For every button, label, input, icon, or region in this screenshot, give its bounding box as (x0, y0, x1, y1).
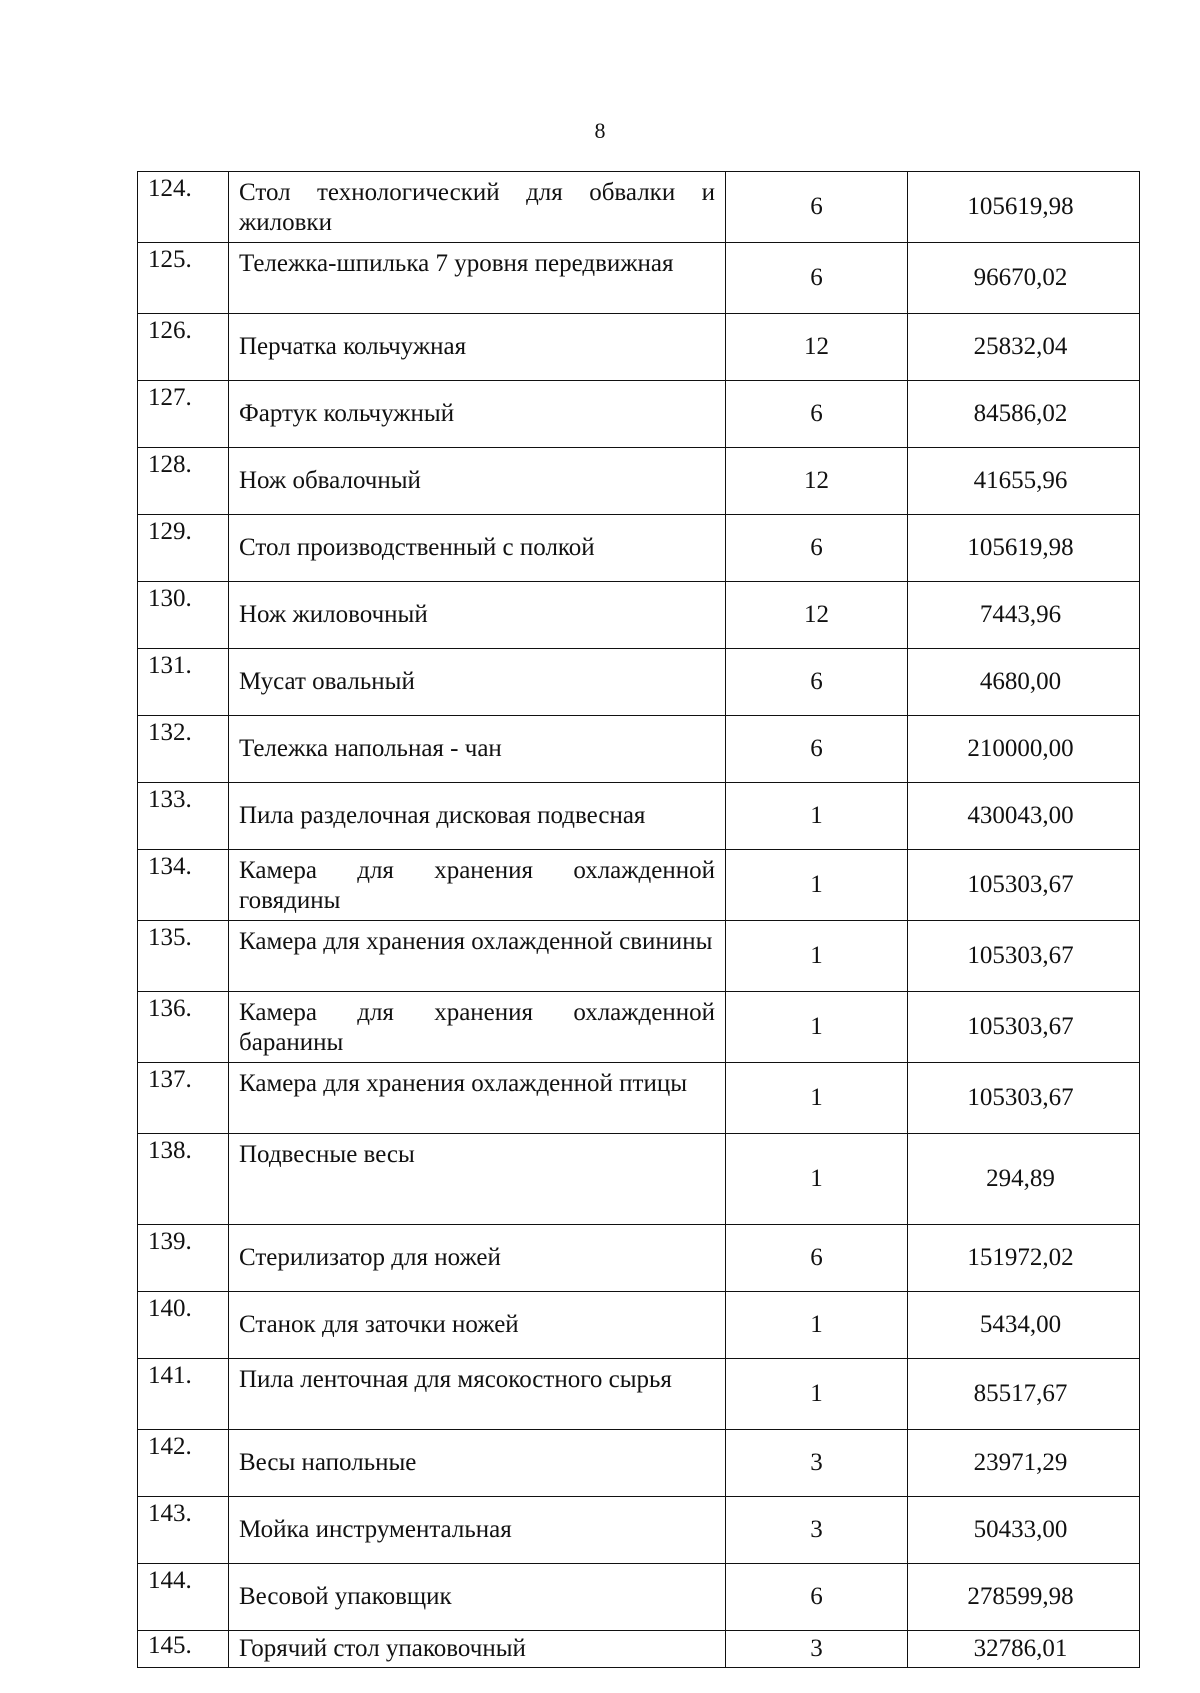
item-quantity: 12 (726, 448, 908, 515)
item-sum: 105303,67 (908, 921, 1140, 992)
row-number: 139. (138, 1225, 229, 1292)
item-name: Камера для хранения охлажденной говядины (229, 850, 726, 921)
table-row (138, 381, 1140, 448)
item-quantity: 1 (726, 1292, 908, 1359)
item-quantity: 6 (726, 716, 908, 783)
item-sum: 430043,00 (908, 783, 1140, 850)
table-row (138, 1225, 1140, 1292)
item-quantity: 1 (726, 1134, 908, 1225)
table-row (138, 921, 1140, 992)
item-quantity: 1 (726, 783, 908, 850)
item-quantity: 6 (726, 1564, 908, 1631)
row-number: 133. (138, 783, 229, 850)
item-sum: 294,89 (908, 1134, 1140, 1225)
item-quantity: 1 (726, 992, 908, 1063)
item-quantity: 6 (726, 172, 908, 243)
item-sum: 85517,67 (908, 1359, 1140, 1430)
item-sum: 4680,00 (908, 649, 1140, 716)
row-number: 137. (138, 1063, 229, 1134)
item-quantity: 6 (726, 381, 908, 448)
table-row (138, 1134, 1140, 1225)
table-row (138, 448, 1140, 515)
table-row (138, 172, 1140, 243)
row-number: 141. (138, 1359, 229, 1430)
item-name: Камера для хранения охлажденной свинины (229, 921, 726, 992)
item-sum: 23971,29 (908, 1430, 1140, 1497)
row-number: 124. (138, 172, 229, 243)
row-number: 134. (138, 850, 229, 921)
item-sum: 50433,00 (908, 1497, 1140, 1564)
item-sum: 105619,98 (908, 515, 1140, 582)
item-quantity: 1 (726, 1063, 908, 1134)
item-quantity: 3 (726, 1631, 908, 1668)
item-name: Весовой упаковщик (229, 1564, 726, 1631)
table-row (138, 783, 1140, 850)
row-number: 127. (138, 381, 229, 448)
item-sum: 210000,00 (908, 716, 1140, 783)
item-name: Тележка-шпилька 7 уровня передвижная (229, 243, 726, 314)
table-row (138, 992, 1140, 1063)
item-name: Мойка инструментальная (229, 1497, 726, 1564)
equipment-table (137, 171, 1140, 1668)
row-number: 129. (138, 515, 229, 582)
item-name: Стол технологический для обвалки и жиловки (229, 172, 726, 243)
item-name: Фартук кольчужный (229, 381, 726, 448)
table-row (138, 1564, 1140, 1631)
item-quantity: 6 (726, 649, 908, 716)
item-sum: 105303,67 (908, 992, 1140, 1063)
row-number: 131. (138, 649, 229, 716)
item-name: Стерилизатор для ножей (229, 1225, 726, 1292)
item-sum: 5434,00 (908, 1292, 1140, 1359)
item-quantity: 1 (726, 1359, 908, 1430)
item-sum: 32786,01 (908, 1631, 1140, 1668)
row-number: 143. (138, 1497, 229, 1564)
item-name: Станок для заточки ножей (229, 1292, 726, 1359)
table-row (138, 515, 1140, 582)
item-quantity: 3 (726, 1430, 908, 1497)
item-name: Горячий стол упаковочный (229, 1631, 726, 1668)
row-number: 135. (138, 921, 229, 992)
table-row (138, 582, 1140, 649)
item-quantity: 1 (726, 921, 908, 992)
item-quantity: 12 (726, 582, 908, 649)
item-name: Пила разделочная дисковая подвесная (229, 783, 726, 850)
item-sum: 105619,98 (908, 172, 1140, 243)
item-name: Перчатка кольчужная (229, 314, 726, 381)
item-sum: 105303,67 (908, 1063, 1140, 1134)
item-sum: 278599,98 (908, 1564, 1140, 1631)
item-quantity: 1 (726, 850, 908, 921)
table-row (138, 649, 1140, 716)
item-quantity: 6 (726, 1225, 908, 1292)
row-number: 125. (138, 243, 229, 314)
item-sum: 7443,96 (908, 582, 1140, 649)
row-number: 144. (138, 1564, 229, 1631)
table-row (138, 314, 1140, 381)
item-sum: 41655,96 (908, 448, 1140, 515)
row-number: 128. (138, 448, 229, 515)
item-name: Весы напольные (229, 1430, 726, 1497)
table-row (138, 1430, 1140, 1497)
table-row (138, 1292, 1140, 1359)
item-quantity: 6 (726, 515, 908, 582)
row-number: 145. (138, 1631, 229, 1668)
item-sum: 96670,02 (908, 243, 1140, 314)
table-row (138, 1631, 1140, 1668)
item-quantity: 6 (726, 243, 908, 314)
item-name: Нож обвалочный (229, 448, 726, 515)
item-name: Стол производственный с полкой (229, 515, 726, 582)
table-row (138, 1063, 1140, 1134)
item-name: Подвесные весы (229, 1134, 726, 1225)
item-sum: 151972,02 (908, 1225, 1140, 1292)
row-number: 138. (138, 1134, 229, 1225)
row-number: 130. (138, 582, 229, 649)
item-sum: 84586,02 (908, 381, 1140, 448)
table-row (138, 850, 1140, 921)
table-row (138, 1359, 1140, 1430)
item-quantity: 3 (726, 1497, 908, 1564)
item-name: Тележка напольная - чан (229, 716, 726, 783)
row-number: 142. (138, 1430, 229, 1497)
item-sum: 25832,04 (908, 314, 1140, 381)
item-name: Пила ленточная для мясокостного сырья (229, 1359, 726, 1430)
table-row (138, 243, 1140, 314)
item-name: Мусат овальный (229, 649, 726, 716)
item-name: Камера для хранения охлажденной птицы (229, 1063, 726, 1134)
row-number: 136. (138, 992, 229, 1063)
item-quantity: 12 (726, 314, 908, 381)
row-number: 132. (138, 716, 229, 783)
item-name: Камера для хранения охлажденной баранины (229, 992, 726, 1063)
row-number: 126. (138, 314, 229, 381)
row-number: 140. (138, 1292, 229, 1359)
item-sum: 105303,67 (908, 850, 1140, 921)
table-row (138, 716, 1140, 783)
page-number: 8 (594, 118, 606, 143)
item-name: Нож жиловочный (229, 582, 726, 649)
table-row (138, 1497, 1140, 1564)
